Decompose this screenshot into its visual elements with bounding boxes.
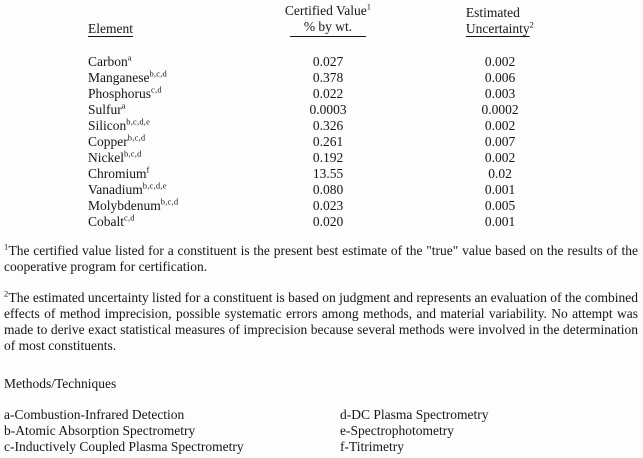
element-name: Cobalt$^{c,d}$	[88, 212, 135, 229]
estimated-uncertainty-cell: 0.002	[484, 54, 516, 69]
certified-value-cell: 13.55	[312, 166, 344, 181]
methods-column-left	[4, 407, 340, 455]
element-method-refs: a	[127, 52, 132, 63]
element-name: Chromium$^f$	[88, 164, 150, 181]
element-name: Phosphorus$^{c,d}$	[88, 84, 162, 101]
element-name: Manganese$^{b,c,d}$	[88, 68, 168, 85]
footnote-certified-value	[4, 243, 638, 275]
estimated-uncertainty-cell: 0.006	[484, 70, 516, 85]
estimated-uncertainty-cell: 0.007	[484, 134, 516, 149]
element-method-refs: b,c,d,e	[142, 180, 167, 191]
uncertainty-footnote-ref: 2	[529, 19, 535, 30]
column-header-estimated-uncertainty: Estimated Uncertainty$^2$	[465, 5, 535, 36]
method-item-e: e-Spectrophotometry	[340, 423, 454, 438]
table-row	[88, 86, 592, 102]
element-method-refs: b,c,d	[149, 68, 168, 79]
estimated-uncertainty-cell: 0.003	[484, 86, 516, 101]
estimated-uncertainty-cell: 0.002	[484, 150, 516, 165]
methods-legend	[4, 407, 639, 455]
method-item-b: b-Atomic Absorption Spectrometry	[4, 423, 196, 438]
certified-value-cell: 0.326	[312, 118, 344, 133]
footnote-1-marker: 1	[4, 241, 9, 252]
footnote-estimated-uncertainty	[4, 290, 638, 354]
table-row	[88, 150, 592, 166]
element-method-refs: b,c,d	[124, 148, 142, 159]
table-header	[88, 3, 592, 37]
element-name: Molybdenum$^{b,c,d}$	[88, 196, 179, 213]
method-item-f: f-Titrimetry	[340, 439, 404, 454]
element-name: Vanadium$^{b,c,d,e}$	[88, 180, 167, 197]
footnote-2-marker: 2	[4, 288, 9, 299]
element-method-refs: b,c,d	[160, 196, 179, 207]
table-row	[88, 214, 592, 230]
table-row	[88, 198, 592, 214]
table-row	[88, 102, 592, 118]
element-name: Nickel$^{b,c,d}$	[88, 148, 142, 165]
column-header-element: Element	[88, 21, 133, 36]
table-body	[88, 54, 592, 230]
element-method-refs: c,d	[124, 212, 135, 223]
certified-value-cell: 0.192	[312, 150, 344, 165]
methods-techniques-heading: Methods/Techniques	[4, 376, 117, 391]
certified-value-cell: 0.0003	[309, 102, 347, 117]
estimated-uncertainty-cell: 0.02	[488, 166, 512, 181]
element-name: Sulfur$^a$	[88, 100, 126, 117]
table-row	[88, 118, 592, 134]
column-header-certified-value: Certified Value$^1$ % by wt.	[248, 3, 408, 37]
certified-value-cell: 0.023	[312, 198, 344, 213]
certified-value-cell: 0.378	[312, 70, 344, 85]
certified-value-cell: 0.080	[312, 182, 344, 197]
table-row	[88, 134, 592, 150]
method-item-d: d-DC Plasma Spectrometry	[340, 407, 489, 422]
certified-value-footnote-ref: 1	[366, 1, 372, 12]
methods-column-right	[340, 407, 640, 455]
element-name: Carbon$^a$	[88, 52, 132, 69]
method-item-c: c-Inductively Coupled Plasma Spectrometry	[4, 439, 244, 454]
estimated-uncertainty-cell: 0.002	[484, 118, 516, 133]
method-item-a: a-Combustion-Infrared Detection	[4, 407, 185, 422]
certified-value-cell: 0.261	[312, 134, 344, 149]
element-method-refs: b,c,d,e	[126, 116, 151, 127]
certified-value-cell: 0.027	[312, 54, 344, 69]
element-method-refs: a	[121, 100, 126, 111]
element-method-refs: b,c,d	[127, 132, 146, 143]
estimated-uncertainty-cell: 0.0002	[481, 102, 519, 117]
element-method-refs: c,d	[151, 84, 162, 95]
element-name: Copper$^{b,c,d}$	[88, 132, 146, 149]
estimated-uncertainty-cell: 0.001	[484, 182, 516, 197]
footnote-2-text: The estimated uncertainty listed for a constituent is based on judgment and represents an evaluation of the combined effects of method imprecision, possible systematic errors among methods, and material variability. No attempt was made to derive exact statistical measures of imprecision because several methods were involved in the determination of most constituents.	[4, 290, 638, 353]
estimated-uncertainty-cell: 0.005	[484, 198, 516, 213]
footnote-1-text: The certified value listed for a constituent is the present best estimate of the "true" value based on the results of the cooperative program for certification.	[4, 243, 638, 274]
estimated-uncertainty-cell: 0.001	[484, 214, 516, 229]
certified-values-table	[88, 3, 592, 230]
certified-value-cell: 0.022	[312, 86, 344, 101]
element-method-refs: f	[146, 164, 150, 175]
element-name: Silicon$^{b,c,d,e}$	[88, 116, 151, 133]
table-row	[88, 70, 592, 86]
certified-value-cell: 0.020	[312, 214, 344, 229]
